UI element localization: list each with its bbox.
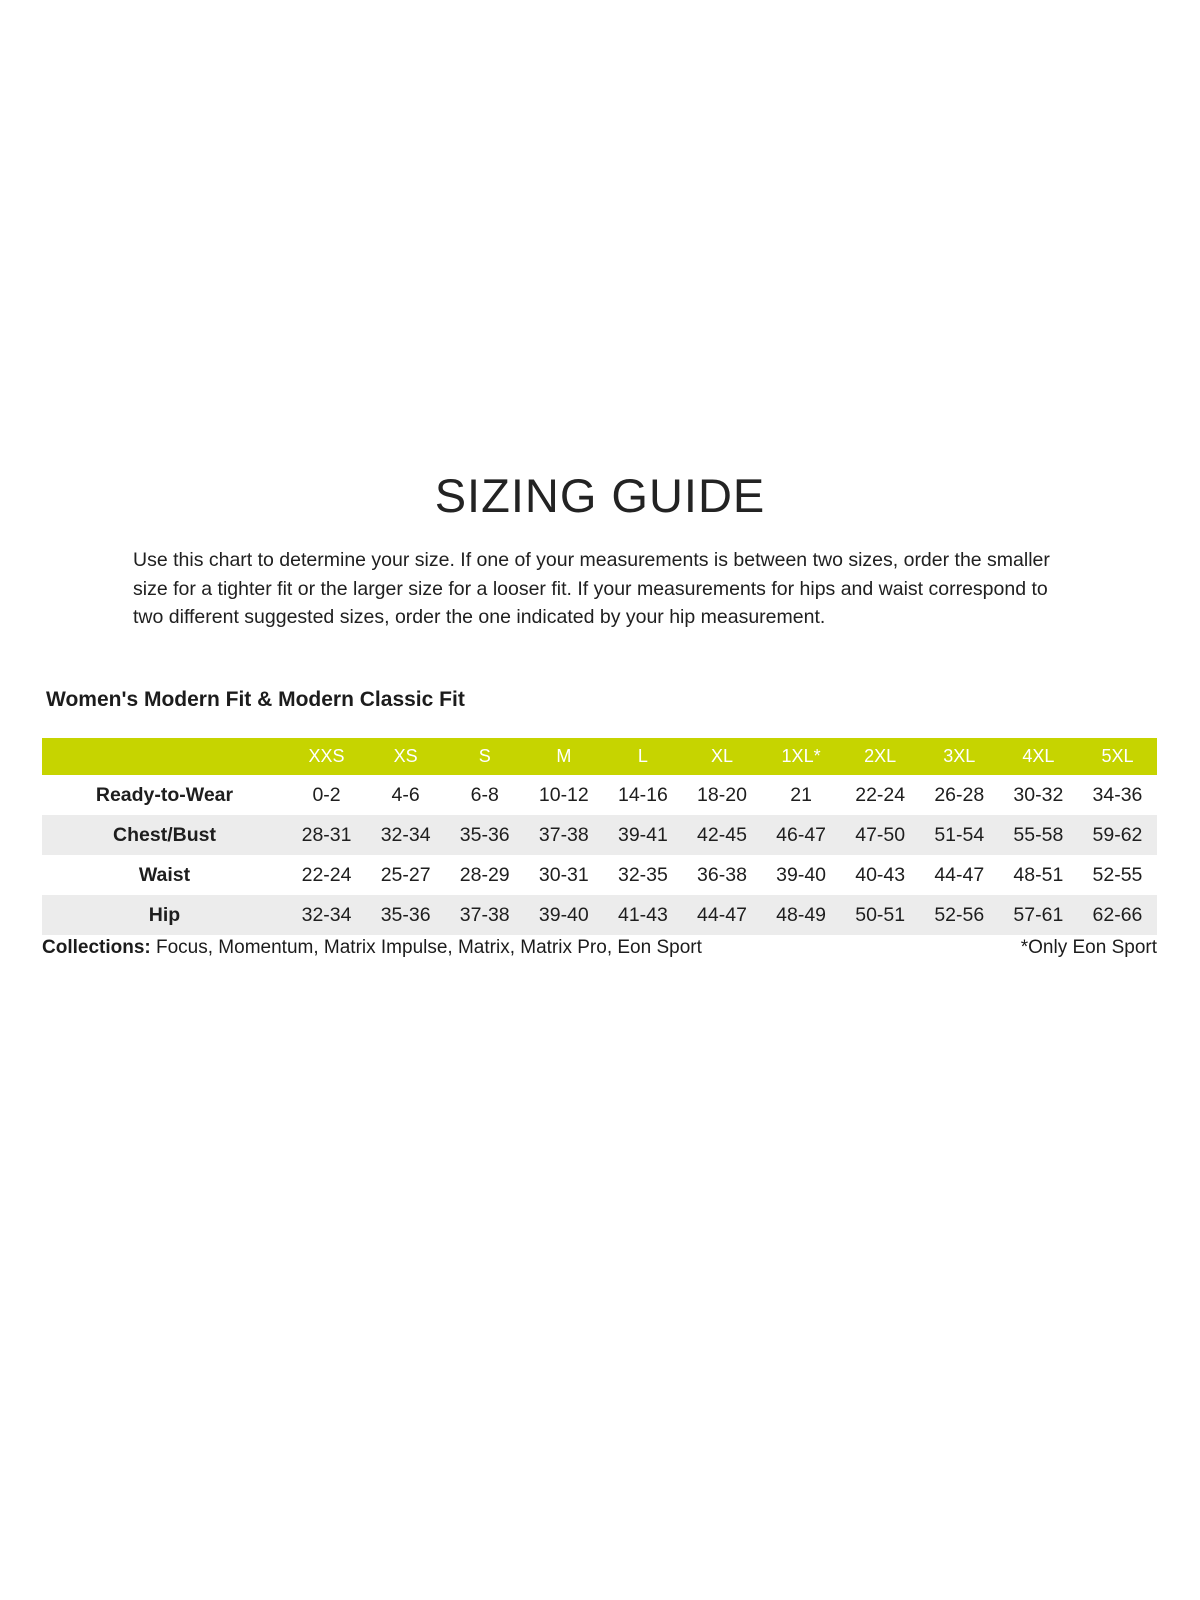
size-value-cell: 14-16 bbox=[617, 783, 668, 806]
size-chart-row bbox=[42, 815, 1157, 855]
measurement-label: Ready-to-Wear bbox=[95, 783, 234, 806]
size-value-cell: 22-24 bbox=[855, 783, 906, 806]
size-value-cell: 28-29 bbox=[459, 863, 510, 886]
size-value-cell: 59-62 bbox=[1092, 823, 1143, 846]
collections-text bbox=[42, 937, 702, 959]
size-value-cell: 35-36 bbox=[380, 903, 431, 926]
size-value-cell: 32-35 bbox=[617, 863, 668, 886]
size-value-cell: 52-55 bbox=[1092, 863, 1143, 886]
intro-paragraph: Use this chart to determine your size. If one of your measurements is between two sizes, order the smaller size for a tighter fit or the larger size for a looser fit. If your measurements for hips and waist correspond to two different suggested sizes, order the one indicated by your hip measurement. bbox=[133, 549, 1050, 628]
size-value-cell: 25-27 bbox=[380, 863, 431, 886]
size-value-cell: 46-47 bbox=[776, 823, 827, 846]
size-value-cell: 52-56 bbox=[934, 903, 985, 926]
size-value-cell: 22-24 bbox=[301, 863, 352, 886]
size-value-cell: 36-38 bbox=[697, 863, 747, 886]
size-value-cell: 40-43 bbox=[855, 863, 906, 886]
collections-label: Collections: bbox=[42, 937, 151, 958]
size-chart-header-row bbox=[42, 738, 1157, 775]
size-value-cell: 37-38 bbox=[538, 823, 589, 846]
size-column-header: S bbox=[478, 746, 491, 766]
measurement-label: Waist bbox=[138, 863, 191, 886]
size-value-cell: 30-31 bbox=[538, 863, 589, 886]
size-value-cell: 35-36 bbox=[459, 823, 510, 846]
size-column-header: XXS bbox=[308, 746, 345, 766]
size-value-cell: 32-34 bbox=[301, 903, 352, 926]
collections-footer bbox=[42, 937, 1157, 959]
size-value-cell: 62-66 bbox=[1092, 903, 1143, 926]
size-value-cell: 47-50 bbox=[855, 823, 906, 846]
page-title: SIZING GUIDE bbox=[434, 469, 766, 522]
size-column-header: 5XL bbox=[1101, 746, 1134, 766]
size-chart-row bbox=[42, 775, 1157, 815]
size-value-cell: 51-54 bbox=[934, 823, 985, 846]
size-value-cell: 30-32 bbox=[1013, 783, 1064, 806]
size-value-cell: 44-47 bbox=[934, 863, 985, 886]
size-value-cell: 34-36 bbox=[1092, 783, 1143, 806]
size-chart-row bbox=[42, 855, 1157, 895]
size-chart-body bbox=[42, 775, 1157, 935]
size-value-cell: 39-41 bbox=[617, 823, 668, 846]
size-value-cell: 26-28 bbox=[934, 783, 985, 806]
size-value-cell: 57-61 bbox=[1013, 903, 1064, 926]
collections-list: Focus, Momentum, Matrix Impulse, Matrix, Matrix Pro, Eon Sport bbox=[150, 937, 702, 958]
size-value-cell: 48-51 bbox=[1013, 863, 1064, 886]
size-value-cell: 39-40 bbox=[538, 903, 589, 926]
size-column-header: M bbox=[556, 746, 572, 766]
size-chart-row bbox=[42, 895, 1157, 935]
size-value-cell: 6-8 bbox=[470, 783, 499, 806]
size-value-cell: 55-58 bbox=[1013, 823, 1064, 846]
footnote-only-eon-sport: *Only Eon Sport bbox=[1020, 937, 1157, 958]
size-value-cell: 0-2 bbox=[312, 783, 341, 806]
size-column-header: XS bbox=[393, 746, 418, 766]
size-column-header: 2XL bbox=[864, 746, 897, 766]
size-value-cell: 39-40 bbox=[776, 863, 827, 886]
size-chart bbox=[42, 738, 1157, 935]
size-column-header: XL bbox=[710, 746, 733, 766]
size-value-cell: 4-6 bbox=[391, 783, 420, 806]
size-value-cell: 10-12 bbox=[538, 783, 589, 806]
size-value-cell: 48-49 bbox=[776, 903, 827, 926]
size-column-header: 3XL bbox=[943, 746, 976, 766]
size-value-cell: 37-38 bbox=[459, 903, 510, 926]
size-value-cell: 18-20 bbox=[697, 783, 747, 806]
size-value-cell: 21 bbox=[790, 783, 812, 806]
section-heading-womens-modern-fit: Women's Modern Fit & Modern Classic Fit bbox=[46, 688, 465, 711]
measurement-label: Chest/Bust bbox=[113, 823, 216, 846]
size-value-cell: 32-34 bbox=[380, 823, 431, 846]
size-value-cell: 44-47 bbox=[697, 903, 747, 926]
measurement-label: Hip bbox=[148, 903, 181, 926]
size-column-header: 4XL bbox=[1022, 746, 1055, 766]
size-column-header: L bbox=[637, 746, 648, 766]
size-value-cell: 50-51 bbox=[855, 903, 906, 926]
size-value-cell: 28-31 bbox=[301, 823, 352, 846]
size-value-cell: 41-43 bbox=[617, 903, 668, 926]
size-column-header: 1XL* bbox=[781, 746, 821, 766]
size-value-cell: 42-45 bbox=[697, 823, 747, 846]
